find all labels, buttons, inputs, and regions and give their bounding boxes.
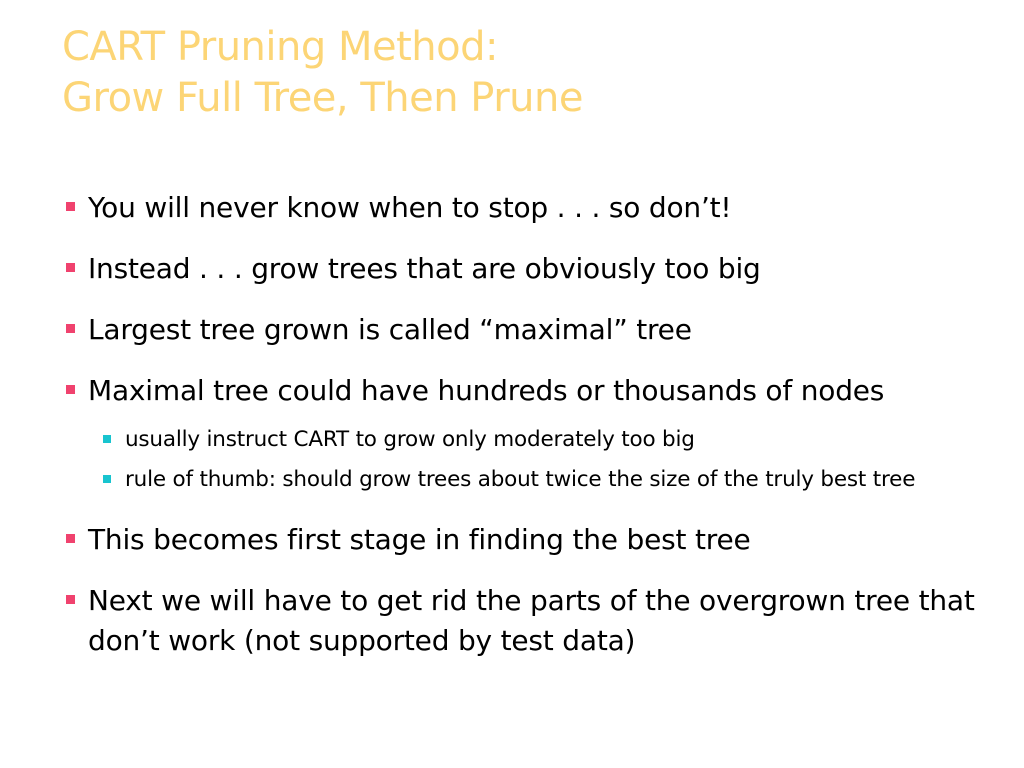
- bullet-item: [62, 371, 982, 411]
- square-bullet-icon: [66, 385, 75, 394]
- bullet-text: Instead . . . grow trees that are obviously too big: [88, 252, 761, 285]
- bullet-text: Maximal tree could have hundreds or thousands of nodes: [88, 374, 885, 407]
- bullet-text: Next we will have to get rid the parts of the overgrown tree that don’t work (not supported by test data): [88, 584, 975, 657]
- bullet-text: This becomes first stage in finding the best tree: [88, 523, 751, 556]
- square-bullet-icon: [66, 595, 75, 604]
- square-bullet-icon: [66, 263, 75, 272]
- bullet-item: [62, 520, 982, 560]
- square-bullet-icon: [66, 202, 75, 211]
- sub-bullet-item: [100, 463, 955, 497]
- square-bullet-icon: [66, 534, 75, 543]
- bullet-list: [62, 188, 982, 682]
- square-sub-bullet-icon: [103, 475, 111, 483]
- bullet-item: [62, 310, 982, 350]
- bullet-item: [62, 249, 982, 289]
- sub-bullet-text: usually instruct CART to grow only moderately too big: [125, 427, 695, 452]
- square-sub-bullet-icon: [103, 435, 111, 443]
- sub-bullet-text: rule of thumb: should grow trees about twice the size of the truly best tree: [125, 467, 916, 492]
- title-line-1: CART Pruning Method:: [62, 24, 498, 70]
- bullet-text: Largest tree grown is called “maximal” tree: [88, 313, 692, 346]
- bullet-item: [62, 581, 982, 661]
- sub-bullet-item: [100, 423, 955, 457]
- bullet-item: [62, 188, 982, 228]
- bullet-text: You will never know when to stop . . . so don’t!: [88, 191, 732, 224]
- slide-title: [62, 22, 1002, 124]
- sub-bullet-list: [62, 423, 982, 497]
- square-bullet-icon: [66, 324, 75, 333]
- title-line-2: Grow Full Tree, Then Prune: [62, 75, 583, 121]
